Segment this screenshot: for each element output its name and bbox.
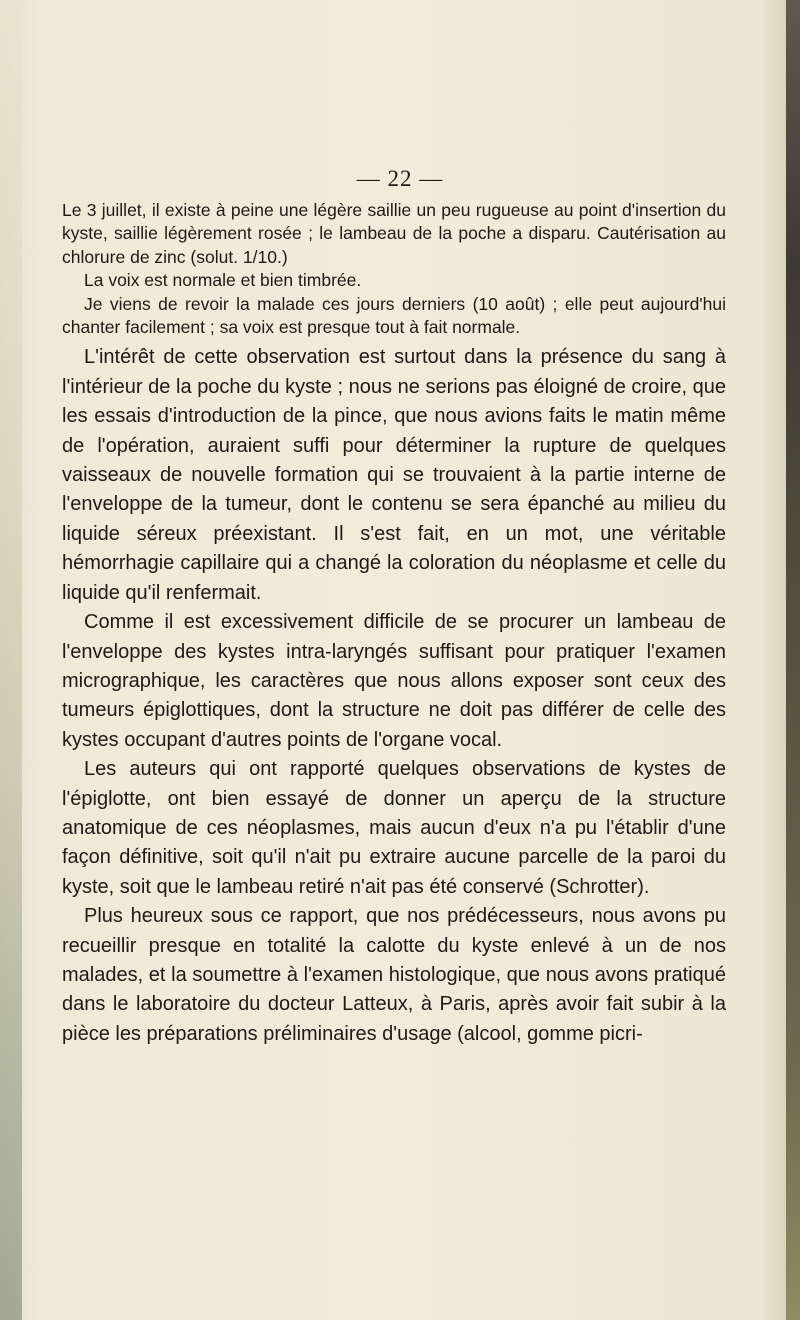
paragraph-2: La voix est normale et bien timbrée. <box>84 270 362 291</box>
body-text <box>62 199 726 1049</box>
paragraph-3: Je viens de revoir la malade ces jours derniers (10 août) ; elle peut aujourd'hui chanter facilement ; sa voix est presque tout à fait normale. <box>62 293 726 338</box>
paragraph-1: Le 3 juillet, il existe à peine une légère saillie un peu rugueuse au point d'insertion du kyste, saillie légèrement rosée ; le lambeau de la poche a disparu. Cautérisation au chlorure de zinc (solut. 1/10.) <box>62 200 726 267</box>
page-left-edge-shadow <box>0 0 22 1320</box>
page-number: — 22 — <box>356 166 444 191</box>
paragraph-5: Comme il est excessivement difficile de se procurer un lambeau de l'enveloppe des kystes intra-laryngés suffisant pour pratiquer l'examen micrographique, les caractères que nous allons exposer sont ceux des tumeurs épiglottiques, dont la structure ne doit pas différer de celle des kystes occupant d'autres points de l'organe vocal. <box>62 611 726 751</box>
page-right-edge-binding <box>786 0 800 1320</box>
paragraph-4: L'intérêt de cette observation est surtout dans la présence du sang à l'intérieur de la poche du kyste ; nous ne serions pas éloigné de croire, que les essais d'introduction de la pince, que nous avions faits le matin même de l'opération, auraient suffi pour déterminer la rupture de quelques vaisseaux de nouvelle formation qui se trouvaient à la partie interne de l'enveloppe de la tumeur, dont le contenu se sera épanché au milieu du liquide séreux préexistant. Il s'est fait, en un mot, une véritable hémorrhagie capillaire qui a changé la coloration du néoplasme et celle du liquide qu'il renfermait. <box>62 346 726 604</box>
paragraph-7: Plus heureux sous ce rapport, que nos prédécesseurs, nous avons pu recueillir presque en totalité la calotte du kyste enlevé à un de nos malades, et la soumettre à l'examen histologique, que nous avons pratiqué dans le laboratoire du docteur Latteux, à Paris, après avoir fait subir à la pièce les préparations préliminaires d'usage (alcool, gomme picri- <box>62 905 726 1045</box>
paragraph-6: Les auteurs qui ont rapporté quelques observations de kystes de l'épiglotte, ont bien essayé de donner un aperçu de la structure anatomique de ces néoplasmes, mais aucun d'eux n'a pu l'établir d'une façon définitive, soit qu'il n'ait pu extraire aucune parcelle de la paroi du kyste, soit que le lambeau retiré n'ait pas été conservé (Schrotter). <box>62 758 726 898</box>
